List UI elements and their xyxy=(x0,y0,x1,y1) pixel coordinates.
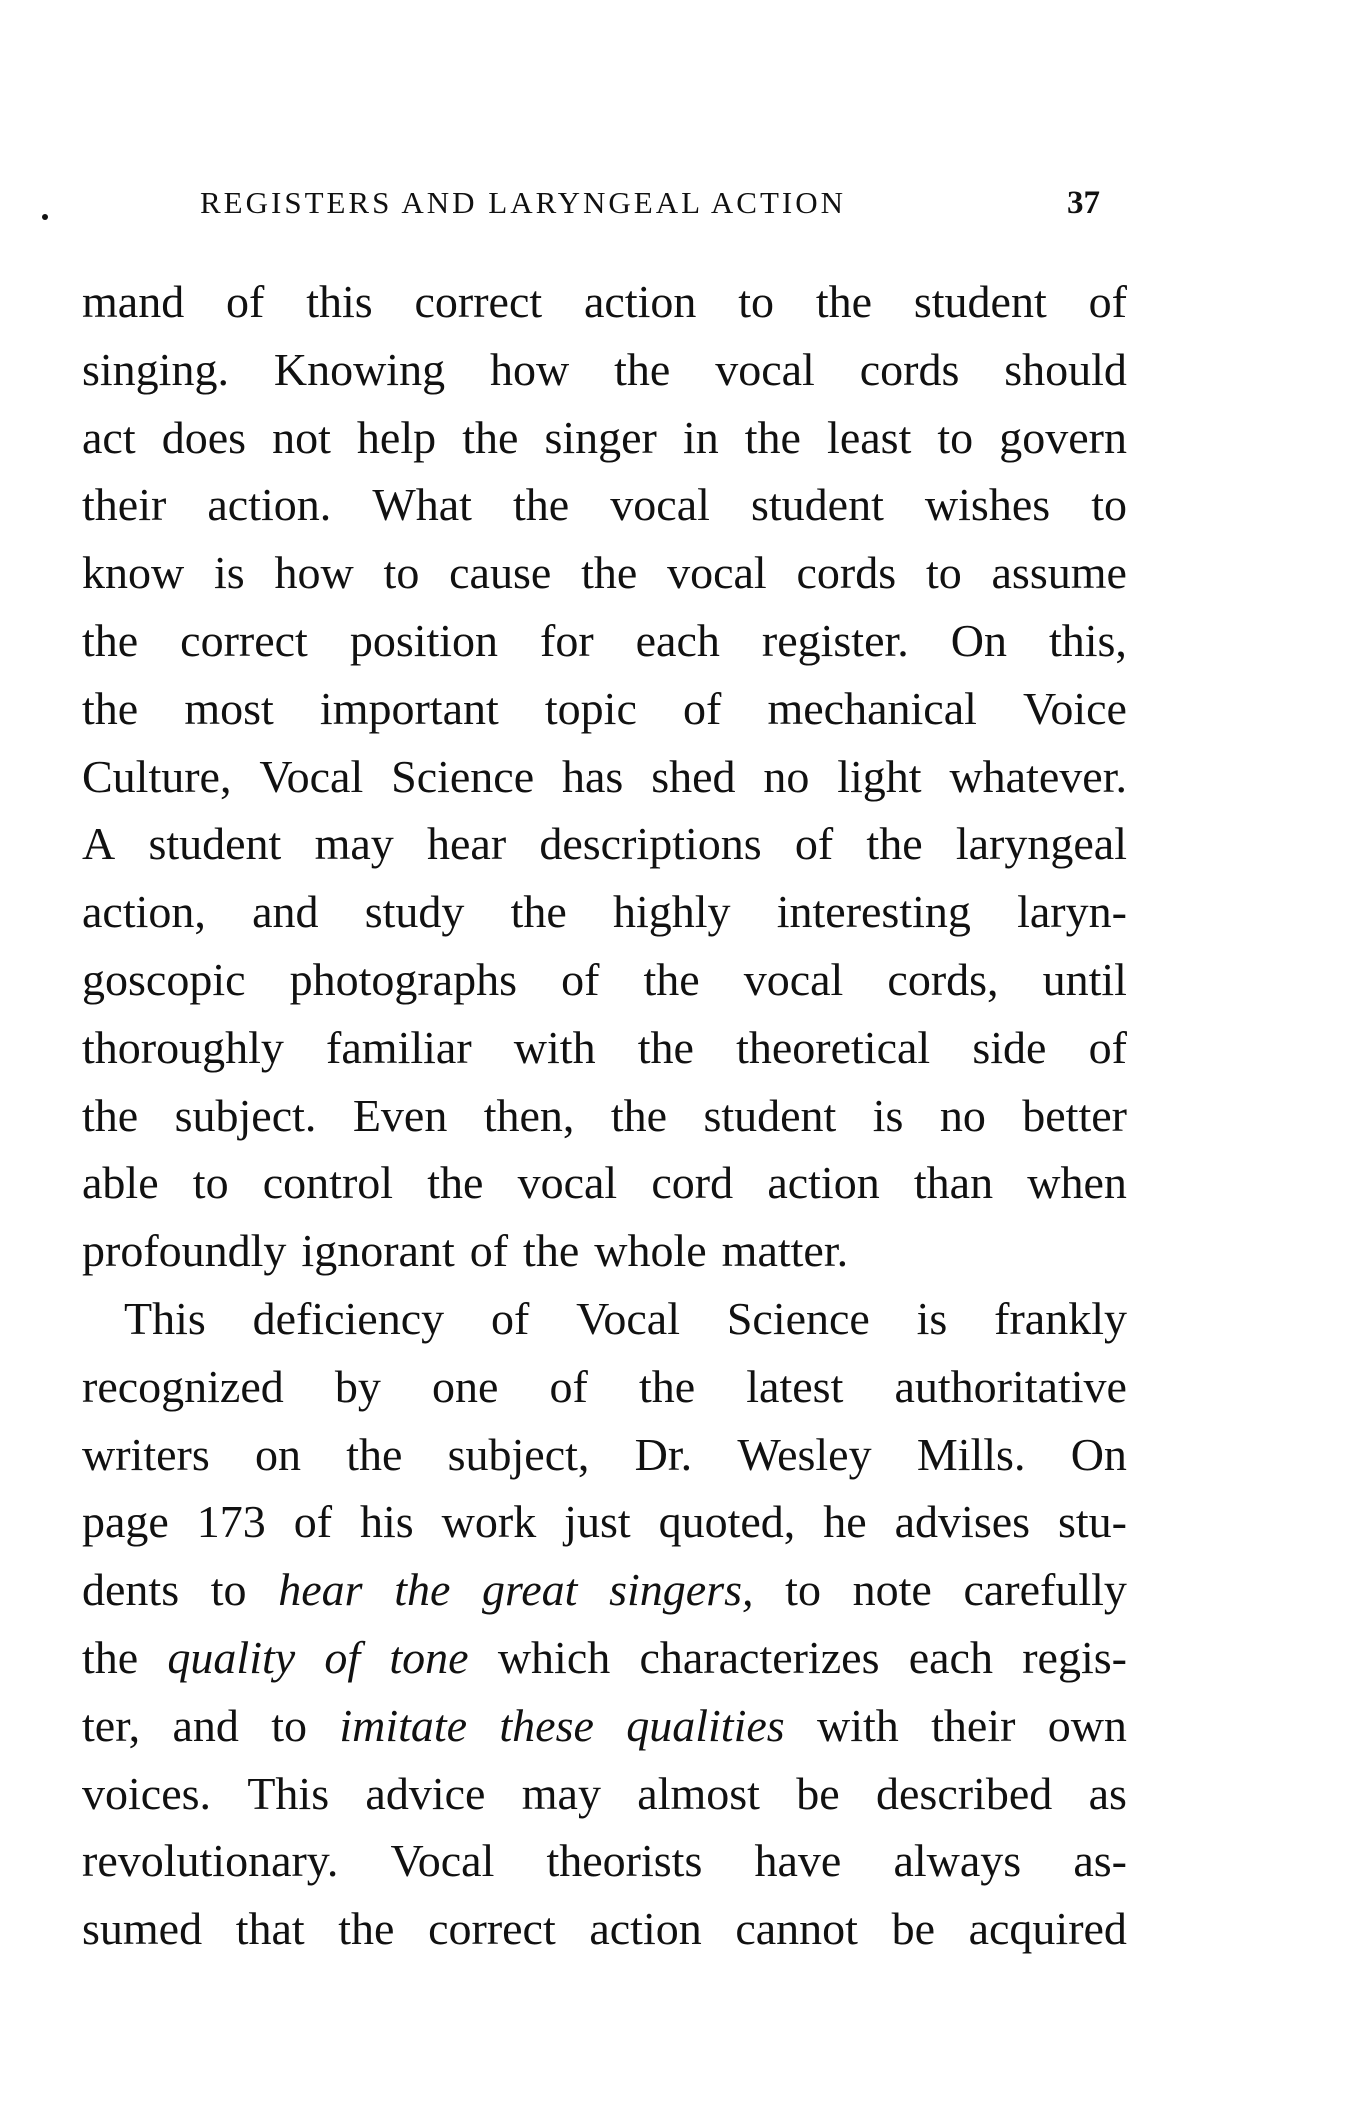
word: page xyxy=(82,1496,169,1548)
word: subject, xyxy=(447,1428,590,1480)
word: hear xyxy=(426,818,507,870)
word: the xyxy=(523,1225,580,1277)
word: student xyxy=(913,276,1047,327)
word: action, xyxy=(82,886,206,938)
word: singer xyxy=(544,411,657,463)
word: for xyxy=(540,614,594,666)
word: the xyxy=(513,479,570,531)
word: to xyxy=(925,547,962,599)
word: mand xyxy=(82,276,185,327)
word: no xyxy=(939,1089,986,1141)
word: quoted, xyxy=(658,1496,796,1548)
word: important xyxy=(319,682,499,734)
word: photographs xyxy=(289,953,517,1005)
word: that xyxy=(235,1903,305,1955)
word: control xyxy=(262,1157,394,1209)
word: own xyxy=(1047,1699,1127,1751)
word: the xyxy=(82,682,139,734)
word: of xyxy=(561,953,600,1005)
word: the xyxy=(346,1428,403,1480)
word: student xyxy=(703,1089,837,1141)
text-line xyxy=(82,1760,1127,1828)
word: writers xyxy=(82,1428,210,1480)
word: advice xyxy=(365,1767,486,1819)
word: frankly xyxy=(994,1292,1127,1344)
text-line xyxy=(82,1488,1127,1556)
text-line xyxy=(82,743,1127,811)
word: which xyxy=(497,1631,611,1683)
word: as xyxy=(1088,1767,1127,1819)
word: A xyxy=(82,818,116,870)
word: voices. xyxy=(82,1767,212,1819)
text-line xyxy=(82,404,1127,472)
word: how xyxy=(274,547,354,599)
word: the xyxy=(427,1157,484,1209)
word: the xyxy=(462,411,519,463)
word: note xyxy=(852,1564,932,1616)
word: is xyxy=(872,1089,904,1141)
word: revolutionary. xyxy=(82,1835,339,1887)
word: no xyxy=(763,750,810,802)
word: of xyxy=(293,1496,333,1548)
text-line xyxy=(82,1217,1127,1285)
word: than xyxy=(913,1157,994,1209)
word: regis- xyxy=(1022,1631,1127,1683)
word: as- xyxy=(1073,1835,1127,1887)
word: when xyxy=(1027,1157,1127,1209)
text-line xyxy=(82,539,1127,607)
word: mechanical xyxy=(767,682,977,734)
text-line xyxy=(82,1014,1127,1082)
word: whole xyxy=(594,1225,707,1277)
italic-word: qualities xyxy=(626,1699,785,1751)
word: cannot xyxy=(735,1903,858,1955)
running-head: REGISTERS AND LARYNGEAL ACTION xyxy=(200,185,847,220)
italic-word: tone xyxy=(389,1631,469,1683)
word: Knowing xyxy=(273,343,446,395)
word: correct xyxy=(414,276,543,327)
word: the xyxy=(581,547,638,599)
text-line xyxy=(82,1895,1127,1963)
word: has xyxy=(562,750,624,802)
word: govern xyxy=(999,411,1127,463)
word: their xyxy=(82,479,167,531)
word: able xyxy=(82,1157,159,1209)
word: to xyxy=(271,1699,308,1751)
word: help xyxy=(356,411,437,463)
word: act xyxy=(82,411,136,463)
word: to xyxy=(738,276,774,327)
text-line xyxy=(82,1149,1127,1217)
word: he xyxy=(823,1496,867,1548)
word: singing. xyxy=(82,343,229,395)
word: ignorant xyxy=(301,1225,455,1277)
word: vocal xyxy=(517,1157,618,1209)
word: vocal xyxy=(715,343,815,395)
word: side xyxy=(972,1021,1047,1073)
word: the xyxy=(744,411,801,463)
word: is xyxy=(916,1292,948,1344)
text-line xyxy=(82,810,1127,878)
word: the xyxy=(338,1903,395,1955)
word: Vocal xyxy=(259,750,364,802)
word: register. xyxy=(761,614,909,666)
italic-word: singers, xyxy=(609,1564,754,1616)
word: of xyxy=(1088,276,1127,327)
word: This xyxy=(124,1292,206,1344)
word: with xyxy=(513,1021,596,1073)
word: to xyxy=(937,411,974,463)
word: Vocal xyxy=(576,1292,680,1344)
word: action xyxy=(767,1157,880,1209)
word: of xyxy=(226,276,265,327)
word: the xyxy=(82,1089,139,1141)
italic-word: of xyxy=(324,1631,361,1683)
text-line xyxy=(82,336,1127,404)
word: the xyxy=(815,276,873,327)
text-line xyxy=(82,1421,1127,1489)
word: how xyxy=(489,343,570,395)
word: Mills. xyxy=(916,1428,1026,1480)
word: this, xyxy=(1048,614,1127,666)
word: highly xyxy=(612,886,731,938)
word: of xyxy=(794,818,834,870)
text-line xyxy=(82,1692,1127,1760)
text-line xyxy=(82,1285,1127,1353)
word: should xyxy=(1004,343,1127,395)
italic-word: imitate xyxy=(339,1699,468,1751)
word: matter. xyxy=(721,1225,849,1277)
word: cause xyxy=(449,547,552,599)
word: better xyxy=(1022,1089,1127,1141)
word: laryngeal xyxy=(955,818,1127,870)
word: whatever. xyxy=(949,750,1127,802)
text-line xyxy=(82,675,1127,743)
word: the xyxy=(82,1631,139,1683)
word: the xyxy=(614,343,671,395)
word: recognized xyxy=(82,1360,284,1412)
word: action. xyxy=(207,479,332,531)
paragraph-2 xyxy=(82,1285,1127,1963)
word: Science xyxy=(391,750,535,802)
text-line xyxy=(82,1556,1127,1624)
paragraph-1 xyxy=(82,268,1127,1285)
word: cords xyxy=(796,547,897,599)
word: interesting xyxy=(776,886,971,938)
word: be xyxy=(796,1767,840,1819)
word: of xyxy=(469,1225,509,1277)
word: cords xyxy=(859,343,960,395)
text-line xyxy=(82,1827,1127,1895)
word: action xyxy=(583,276,697,327)
word: shed xyxy=(651,750,736,802)
word: profoundly xyxy=(82,1225,287,1277)
text-line xyxy=(82,1082,1127,1150)
word: action xyxy=(589,1903,702,1955)
word: student xyxy=(750,479,884,531)
word: to xyxy=(192,1157,229,1209)
word: their xyxy=(931,1699,1016,1751)
word: position xyxy=(349,614,499,666)
word: the xyxy=(637,1021,694,1073)
word: most xyxy=(184,682,274,734)
word: acquired xyxy=(968,1903,1127,1955)
italic-word: hear xyxy=(278,1564,363,1616)
word: then, xyxy=(483,1089,575,1141)
word: of xyxy=(549,1360,588,1412)
word: not xyxy=(272,411,331,463)
word: cord xyxy=(651,1157,734,1209)
word: the xyxy=(82,614,139,666)
word: ter, xyxy=(82,1699,141,1751)
word: until xyxy=(1042,953,1127,1005)
word: the xyxy=(610,1089,668,1141)
word: study xyxy=(364,886,465,938)
word: of xyxy=(683,682,722,734)
word: descriptions xyxy=(539,818,762,870)
word: stu- xyxy=(1058,1496,1127,1548)
word: by xyxy=(334,1360,381,1412)
margin-mark xyxy=(42,214,48,220)
word: On xyxy=(1070,1428,1127,1480)
text-line xyxy=(82,1624,1127,1692)
body-text xyxy=(82,268,1127,1963)
word: Dr. xyxy=(634,1428,693,1480)
italic-word: quality xyxy=(167,1631,296,1683)
word: each xyxy=(635,614,720,666)
word: the xyxy=(510,886,567,938)
word: have xyxy=(754,1835,842,1887)
word: Voice xyxy=(1023,682,1127,734)
word: goscopic xyxy=(82,953,246,1005)
word: his xyxy=(360,1496,414,1548)
word: correct xyxy=(428,1903,556,1955)
italic-word: great xyxy=(482,1564,578,1616)
word: in xyxy=(682,411,719,463)
word: vocal xyxy=(667,547,767,599)
word: latest xyxy=(746,1360,844,1412)
word: be xyxy=(891,1903,935,1955)
word: and xyxy=(252,886,319,938)
word: does xyxy=(161,411,247,463)
word: wishes xyxy=(924,479,1051,531)
word: work xyxy=(441,1496,537,1548)
word: deficiency xyxy=(252,1292,445,1344)
word: vocal xyxy=(610,479,710,531)
word: least xyxy=(827,411,912,463)
text-line xyxy=(82,878,1127,946)
word: On xyxy=(950,614,1007,666)
word: cords, xyxy=(887,953,999,1005)
text-line xyxy=(82,607,1127,675)
word: student xyxy=(148,818,282,870)
word: theoretical xyxy=(736,1021,931,1073)
word: Vocal xyxy=(390,1835,495,1887)
word: and xyxy=(172,1699,239,1751)
word: the xyxy=(643,953,700,1005)
word: assume xyxy=(991,547,1127,599)
text-line xyxy=(82,471,1127,539)
word: of xyxy=(1088,1021,1127,1073)
word: carefully xyxy=(963,1564,1127,1616)
word: always xyxy=(893,1835,1022,1887)
word: dents xyxy=(82,1564,180,1616)
word: sumed xyxy=(82,1903,203,1955)
word: thoroughly xyxy=(82,1021,284,1073)
word: correct xyxy=(180,614,308,666)
word: laryn- xyxy=(1017,886,1127,938)
word: light xyxy=(837,750,922,802)
word: subject. xyxy=(174,1089,317,1141)
word: to xyxy=(210,1564,247,1616)
word: just xyxy=(564,1496,631,1548)
word: the xyxy=(866,818,923,870)
word: authoritative xyxy=(894,1360,1127,1412)
page-number: 37 xyxy=(1067,185,1100,221)
word: almost xyxy=(637,1767,760,1819)
word: topic xyxy=(544,682,637,734)
word: may xyxy=(521,1767,601,1819)
word: 173 xyxy=(196,1496,266,1548)
italic-word: the xyxy=(394,1564,451,1616)
text-line xyxy=(82,946,1127,1014)
word: advises xyxy=(894,1496,1031,1548)
word: vocal xyxy=(743,953,844,1005)
word: Even xyxy=(352,1089,448,1141)
italic-word: these xyxy=(499,1699,594,1751)
word: familiar xyxy=(326,1021,472,1073)
word: on xyxy=(254,1428,301,1480)
word: the xyxy=(638,1360,696,1412)
word: characterizes xyxy=(639,1631,880,1683)
word: know xyxy=(82,547,185,599)
word: is xyxy=(214,547,245,599)
word: may xyxy=(314,818,394,870)
word: Wesley xyxy=(737,1428,872,1480)
word: theorists xyxy=(546,1835,703,1887)
word: each xyxy=(908,1631,993,1683)
text-line xyxy=(82,268,1127,336)
word: to xyxy=(383,547,420,599)
word: What xyxy=(372,479,472,531)
word: Science xyxy=(726,1292,870,1344)
word: to xyxy=(785,1564,821,1616)
word: one xyxy=(432,1360,499,1412)
text-line xyxy=(82,1353,1127,1421)
word: Culture, xyxy=(82,750,232,802)
word: of xyxy=(490,1292,530,1344)
word: this xyxy=(306,276,373,327)
word: to xyxy=(1091,479,1127,531)
word: with xyxy=(817,1699,899,1751)
word: described xyxy=(876,1767,1053,1819)
word: This xyxy=(247,1767,330,1819)
